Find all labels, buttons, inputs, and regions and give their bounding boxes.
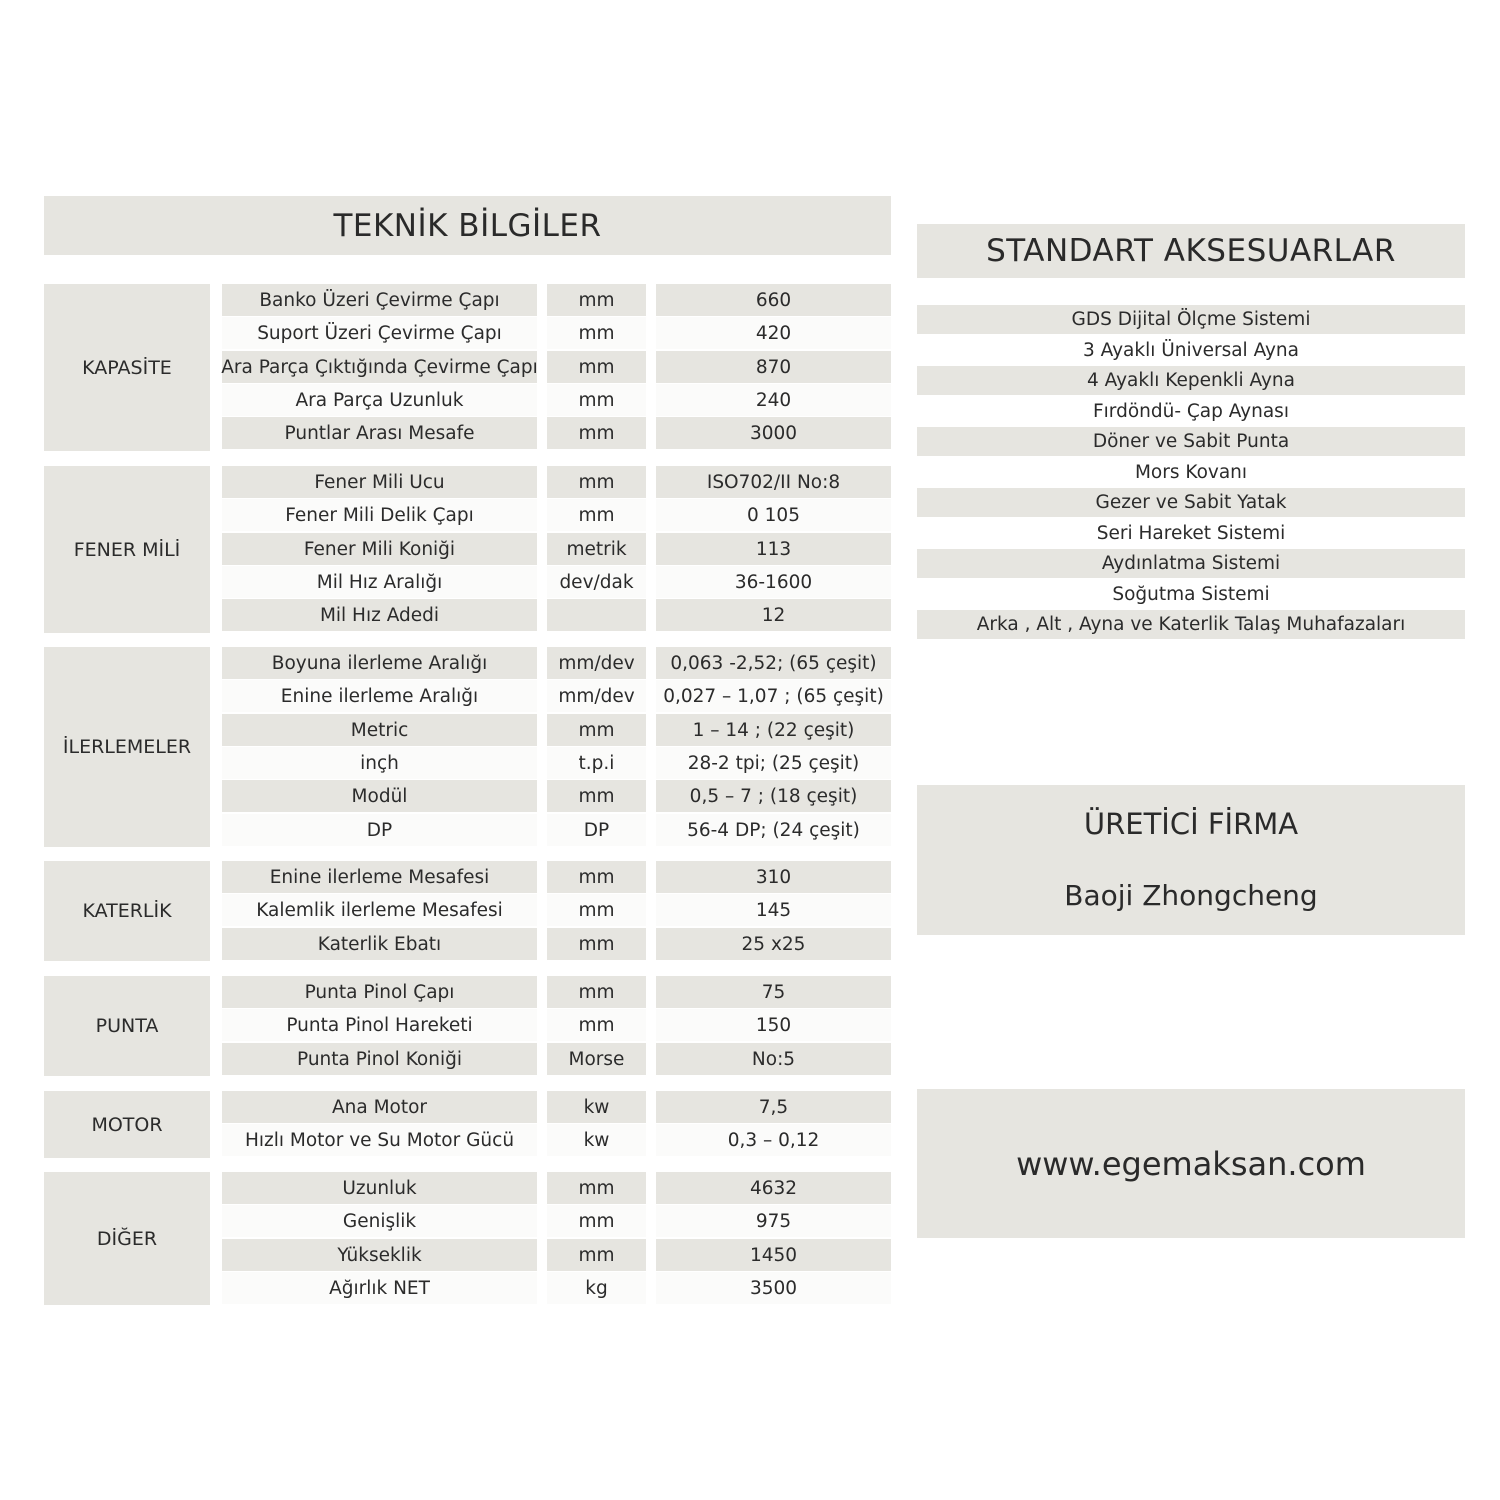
spec-value: 0,3 – 0,12 (656, 1124, 891, 1156)
spec-value: 870 (656, 351, 891, 383)
spec-value: 7,5 (656, 1091, 891, 1123)
spec-unit: Morse (547, 1043, 646, 1075)
spec-unit: mm (547, 384, 646, 416)
spec-value: 12 (656, 599, 891, 631)
spec-value: 75 (656, 976, 891, 1008)
spec-label: Ara Parça Çıktığında Çevirme Çapı (222, 351, 537, 383)
spec-label: Genişlik (222, 1205, 537, 1237)
accessory-item: Fırdöndü- Çap Aynası (917, 397, 1465, 426)
spec-value: 113 (656, 533, 891, 565)
spec-value: 150 (656, 1009, 891, 1041)
manufacturer-box (917, 785, 1465, 935)
spec-label: Enine ilerleme Mesafesi (222, 861, 537, 893)
accessories-title: STANDART AKSESUARLAR (917, 224, 1465, 278)
spec-unit: DP (547, 814, 646, 846)
accessory-item: Seri Hareket Sistemi (917, 519, 1465, 548)
spec-unit: mm (547, 894, 646, 926)
spec-unit: mm (547, 1205, 646, 1237)
spec-unit: kg (547, 1272, 646, 1304)
spec-value: 25 x25 (656, 928, 891, 960)
spec-unit: mm (547, 499, 646, 531)
manufacturer-title: ÜRETİCİ FİRMA (1083, 807, 1299, 841)
spec-label: Kalemlik ilerleme Mesafesi (222, 894, 537, 926)
spec-label: Mil Hız Adedi (222, 599, 537, 631)
accessory-item: Aydınlatma Sistemi (917, 549, 1465, 578)
spec-label: Enine ilerleme Aralığı (222, 680, 537, 712)
accessory-item: Soğutma Sistemi (917, 580, 1465, 609)
spec-unit: mm (547, 1009, 646, 1041)
accessory-item: Mors Kovanı (917, 458, 1465, 487)
spec-unit: mm/dev (547, 680, 646, 712)
accessory-item: 3 Ayaklı Üniversal Ayna (917, 336, 1465, 365)
spec-label: Modül (222, 780, 537, 812)
group-label: DİĞER (44, 1172, 210, 1305)
spec-title: TEKNİK BİLGİLER (44, 196, 891, 255)
spec-label: Punta Pinol Çapı (222, 976, 537, 1008)
spec-value: 56-4 DP; (24 çeşit) (656, 814, 891, 846)
spec-unit: mm/dev (547, 647, 646, 679)
spec-label: Ağırlık NET (222, 1272, 537, 1304)
spec-value: 240 (656, 384, 891, 416)
spec-unit: metrik (547, 533, 646, 565)
spec-value: 420 (656, 317, 891, 349)
spec-value: 1450 (656, 1239, 891, 1271)
spec-unit: kw (547, 1124, 646, 1156)
spec-unit: kw (547, 1091, 646, 1123)
spec-label: Yükseklik (222, 1239, 537, 1271)
spec-value: 36-1600 (656, 566, 891, 598)
spec-unit: mm (547, 417, 646, 449)
spec-unit: t.p.i (547, 747, 646, 779)
group-label: KAPASİTE (44, 284, 210, 451)
spec-label: Metric (222, 714, 537, 746)
spec-label: Ana Motor (222, 1091, 537, 1123)
group-label: İLERLEMELER (44, 647, 210, 847)
accessory-item: Döner ve Sabit Punta (917, 427, 1465, 456)
spec-unit: mm (547, 976, 646, 1008)
spec-value: 310 (656, 861, 891, 893)
spec-unit: mm (547, 861, 646, 893)
spec-label: Punta Pinol Hareketi (222, 1009, 537, 1041)
group-label: FENER MİLİ (44, 466, 210, 633)
spec-unit (547, 599, 646, 631)
group-label: PUNTA (44, 976, 210, 1076)
spec-unit: mm (547, 317, 646, 349)
spec-label: Mil Hız Aralığı (222, 566, 537, 598)
spec-label: Hızlı Motor ve Su Motor Gücü (222, 1124, 537, 1156)
spec-unit: mm (547, 714, 646, 746)
spec-label: Fener Mili Ucu (222, 466, 537, 498)
group-label: KATERLİK (44, 861, 210, 961)
accessory-item: Gezer ve Sabit Yatak (917, 488, 1465, 517)
spec-value: 660 (656, 284, 891, 316)
spec-unit: mm (547, 351, 646, 383)
spec-label: Fener Mili Koniği (222, 533, 537, 565)
spec-value: 28-2 tpi; (25 çeşit) (656, 747, 891, 779)
spec-value: 975 (656, 1205, 891, 1237)
spec-value: 1 – 14 ; (22 çeşit) (656, 714, 891, 746)
spec-label: Uzunluk (222, 1172, 537, 1204)
accessory-item: Arka , Alt , Ayna ve Katerlik Talaş Muhafazaları (917, 610, 1465, 639)
accessory-item: 4 Ayaklı Kepenkli Ayna (917, 366, 1465, 395)
spec-value: ISO702/II No:8 (656, 466, 891, 498)
spec-label: DP (222, 814, 537, 846)
spec-value: 3500 (656, 1272, 891, 1304)
spec-label: inçh (222, 747, 537, 779)
spec-label: Puntlar Arası Mesafe (222, 417, 537, 449)
spec-value: 4632 (656, 1172, 891, 1204)
spec-unit: mm (547, 928, 646, 960)
spec-value: 0,5 – 7 ; (18 çeşit) (656, 780, 891, 812)
spec-unit: dev/dak (547, 566, 646, 598)
spec-label: Katerlik Ebatı (222, 928, 537, 960)
accessory-item: GDS Dijital Ölçme Sistemi (917, 305, 1465, 334)
spec-unit: mm (547, 780, 646, 812)
spec-label: Suport Üzeri Çevirme Çapı (222, 317, 537, 349)
manufacturer-name: Baoji Zhongcheng (1064, 879, 1318, 912)
spec-unit: mm (547, 284, 646, 316)
group-label: MOTOR (44, 1091, 210, 1158)
spec-value: 0 105 (656, 499, 891, 531)
spec-value: 0,063 -2,52; (65 çeşit) (656, 647, 891, 679)
spec-label: Fener Mili Delik Çapı (222, 499, 537, 531)
spec-label: Banko Üzeri Çevirme Çapı (222, 284, 537, 316)
spec-label: Boyuna ilerleme Aralığı (222, 647, 537, 679)
spec-value: No:5 (656, 1043, 891, 1075)
spec-unit: mm (547, 1172, 646, 1204)
spec-unit: mm (547, 466, 646, 498)
spec-label: Ara Parça Uzunluk (222, 384, 537, 416)
spec-label: Punta Pinol Koniği (222, 1043, 537, 1075)
spec-value: 145 (656, 894, 891, 926)
spec-value: 0,027 – 1,07 ; (65 çeşit) (656, 680, 891, 712)
spec-unit: mm (547, 1239, 646, 1271)
website-link[interactable]: www.egemaksan.com (917, 1089, 1465, 1238)
spec-value: 3000 (656, 417, 891, 449)
